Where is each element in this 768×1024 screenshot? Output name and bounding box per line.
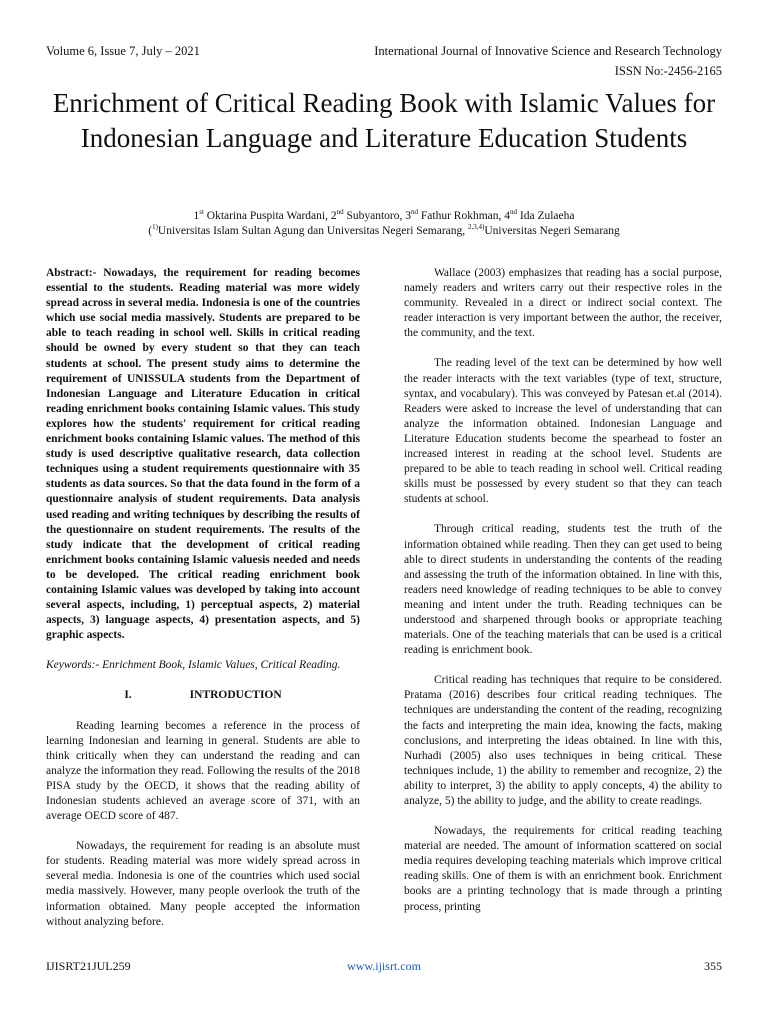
running-header-volume: Volume 6, Issue 7, July – 2021 <box>46 44 200 58</box>
author-1: 1st Oktarina Puspita Wardani, <box>193 208 331 222</box>
abstract: Abstract:- Nowadays, the requirement for reading becomes essential to the students. Reading material was more widely spread across in several media. Indonesia is one of the countries which use social media massively. Students are prepared to be able to teach reading in school well. Skills in critical reading should be owned by every student so that they can teach students at school. The present study aims to determine the requirement of UNISSULA students from the Department of Indonesian Language and Literature Education in critical reading enrichment books containing Islamic values. This study explores how the students' requirement for critical reading enrichment books containing Islamic values. The method of this study is used descriptive qualitative research, data collection techniques using a student requirements questionnaire with 35 students as data sources. So that the data found in the form of a questionnaire analysis of student requirements. Data analysis used reading and writing techniques by describing the results of the questionnaire on student requirements. The results of the study indicate that the development of critical reading enrichment books containing Islamic valuesis needed and needs to be developed. The critical reading enrichment book containing Islamic values was developed by taking into account several aspects, including, 1) perceptual aspects, 2) material aspects, 3) language aspects, 4) presentation aspects, and 5) graphic aspects. <box>46 267 360 642</box>
keywords: Keywords:- Enrichment Book, Islamic Values, Critical Reading. <box>46 659 341 672</box>
body-paragraph: Critical reading has techniques that require to be considered. Pratama (2016) describes four critical reading techniques. The techniques are understanding the content of the reading, recognizing the facts and interpreting the main idea, knowing the facts, making conclusions, and interpreting the ideas obtained. In line with this, Nurhadi (2005) also uses techniques in being critical. These techniques include, 1) the ability to remember and recognize, 2) the ability to interpret, 3) the ability to apply concepts, 4) the ability to analyze, 5) the ability to judge, and the ability to create readings. <box>404 674 722 807</box>
left-column <box>46 266 360 945</box>
issn-label: ISSN No:-2456-2165 <box>614 64 722 78</box>
body-paragraph: Reading learning becomes a reference in the process of learning Indonesian and learning in general. Students are able to think critically when they can understand the reading and can analyze the information they read. Following the results of the 2018 PISA study by the OECD, it shows that the reading ability of Indonesian students achieved an average score of 371, with an average OECD score of 487. <box>46 719 360 823</box>
body-paragraph: Nowadays, the requirement for reading is an absolute must for students. Reading material was more widely spread across in several media. Indonesia is one of the countries which used social media massively. However, many people overlook the truth of the information obtained. Many people accepted the information without analyzing before. <box>46 840 360 928</box>
author-affiliations: ($^{1)}$Universitas Islam Sultan Agung dan Universitas Negeri Semarang, $^{2,3,4)}$Universitas Negeri Semarang <box>148 223 620 237</box>
author-names <box>40 209 728 224</box>
section-heading-introduction <box>46 688 360 703</box>
author-3: 3nd Fathur Rokhman, <box>405 208 505 222</box>
body-paragraph: The reading level of the text can be determined by how well the reader interacts with the text variables (type of text, structure, syntax, and vocabulary). This was conveyed by Patesan et.al (2014). Readers were asked to increase the level of understanding that can analyze the information obtained. Indonesian Language and Literature Education students become the spearhead to foster an increased interest in reading at the school level. Students are prepared to be able to teach reading in school well. Critical reading skills must be possessed by every student so that they can teach students at school. <box>404 357 722 506</box>
footer-website-link[interactable]: www.ijisrt.com <box>347 959 421 973</box>
author-4: 4nd Ida Zulaeha <box>504 208 575 222</box>
body-paragraph: Wallace (2003) emphasizes that reading has a social purpose, namely readers and writers carry out their respective roles in the community. Revealed in a direct or indirect social context. The reader interaction is very important between the author, the receiver, the community, and the text. <box>404 267 722 340</box>
right-column <box>404 266 722 930</box>
running-header-journal: International Journal of Innovative Science and Research Technology <box>374 44 722 58</box>
section-number: I. <box>124 689 132 702</box>
footer-paper-id: IJISRT21JUL259 <box>46 959 131 973</box>
author-block <box>40 209 728 239</box>
body-paragraph: Through critical reading, students test the truth of the information obtained while reading. Then they can get used to being able to direct students in understanding the contents of the reading and assessing the truth of the information obtained. In line with this, readers need knowledge of reading techniques to be able to convey meaning and intent under the truth. Reading techniques can be understood and sharpened through books or appropriate teaching materials. One of the teaching materials that can be used is a critical reading is enrichment book. <box>404 523 722 657</box>
body-paragraph: Nowadays, the requirements for critical reading teaching material are needed. The amount of information scattered on social media requires developing teaching materials which improve critical reading skills. One of them is with an enrichment book. Enrichment books are a printing technology that is made through a printing process, printing <box>404 825 722 913</box>
author-2: 2nd Subyantoro, <box>330 208 406 222</box>
section-title: INTRODUCTION <box>189 689 282 702</box>
paper-title: Enrichment of Critical Reading Book with Islamic Values for Indonesian Language and Literature Education Students <box>52 88 716 153</box>
page-number: 355 <box>704 959 722 973</box>
